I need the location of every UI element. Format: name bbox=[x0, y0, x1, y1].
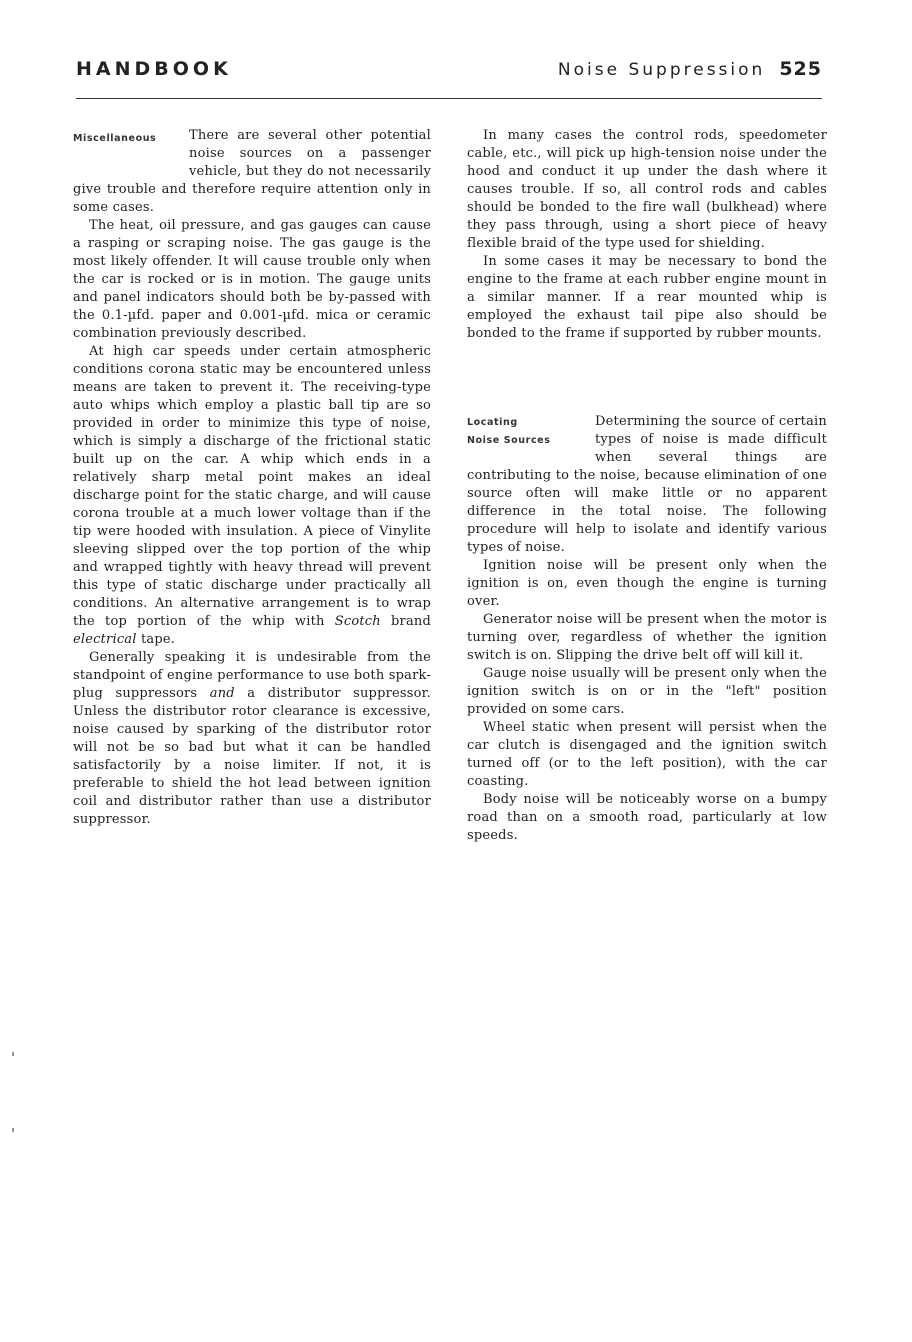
left-column bbox=[73, 127, 431, 829]
paragraph-text: Generally speaking it is undesirable from the standpoint of engine performance to use both spark-plug suppressors bbox=[73, 650, 431, 701]
italic-text: Scotch bbox=[334, 614, 381, 629]
paragraph: Generator noise will be present when the motor is turning over, regardless of whether the ignition switch is on. Slipping the drive belt off will kill it. bbox=[467, 612, 827, 663]
right-column bbox=[467, 127, 827, 845]
paragraph: In some cases it may be necessary to bond the engine to the frame at each rubber engine mount in a similar manner. If a rear mounted whip is employed the exhaust tail pipe also should be bonded to the frame if supported by rubber mounts. bbox=[467, 254, 827, 341]
locating-sidehead bbox=[467, 413, 595, 450]
italic-text: electrical bbox=[73, 632, 137, 647]
sidehead-line: Locating bbox=[467, 417, 518, 428]
paragraph: Determining the source of certain types of noise is made difficult when several things are contributing to the noise, because elimination of one source often will make little or no apparent difference in the total noise. The following procedure will help to isolate and identify various types of noise. bbox=[467, 414, 827, 555]
chapter-title: Noise Suppression bbox=[557, 60, 766, 80]
paragraph bbox=[73, 343, 431, 649]
paragraph-text: a distributor suppressor. Unless the distributor rotor clearance is excessive, noise caused by sparking of the distributor rotor will not be so bad but what it can be handled satisfactorily by a noise limiter. If not, it is preferable to shield the hot lead between ignition coil and distributor rather than use a distributor suppressor. bbox=[73, 686, 431, 827]
misc-sidehead: Miscellaneous bbox=[73, 133, 157, 144]
paragraph: Ignition noise will be present only when the ignition is on, even though the engine is turning over. bbox=[467, 558, 827, 609]
scan-speck bbox=[12, 1052, 14, 1056]
paragraph bbox=[73, 649, 431, 829]
paragraph: Wheel static when present will persist when the car clutch is disengaged and the ignition switch turned off (or to the left position), with the car coasting. bbox=[467, 720, 827, 789]
paragraph-text: At high car speeds under certain atmospheric conditions corona static may be encountered unless means are taken to prevent it. The receiving-type auto whips which employ a plastic ball tip are so provided in order to minimize this type of noise, which is simply a discharge of the frictional static built up on the car. A whip which ends in a relatively sharp metal point makes an ideal discharge point for the static charge, and will cause corona trouble at a much lower voltage than if the tip were hooded with insulation. A piece of Vinylite sleeving slipped over the top portion of the whip and wrapped tightly with heavy thread will prevent this type of static discharge under practically all conditions. An alternative arrangement is to wrap the top portion of the whip with bbox=[73, 344, 431, 629]
paragraph: There are several other potential noise sources on a passenger vehicle, but they do not necessarily give trouble and therefore require attention only in some cases. bbox=[73, 128, 431, 215]
running-head bbox=[558, 58, 822, 80]
book-title: HANDBOOK bbox=[76, 58, 232, 80]
sidehead-line: Noise Sources bbox=[467, 435, 551, 446]
header-rule bbox=[76, 98, 822, 99]
paragraph: Body noise will be noticeably worse on a bumpy road than on a smooth road, particularly at low speeds. bbox=[467, 792, 827, 843]
page-header bbox=[76, 58, 822, 88]
paragraph-text: tape. bbox=[136, 632, 176, 647]
paragraph-text: brand bbox=[380, 614, 431, 629]
italic-text: and bbox=[209, 686, 235, 701]
locating-section bbox=[467, 413, 827, 557]
paragraph: Gauge noise usually will be present only when the ignition switch is on or in the "left" position provided on some cars. bbox=[467, 666, 827, 717]
paragraph: The heat, oil pressure, and gas gauges can cause a rasping or scraping noise. The gas gauge is the most likely offender. It will cause trouble only when the car is rocked or is in motion. The gauge units and panel indicators should both be by-passed with the 0.1-µfd. paper and 0.001-µfd. mica or ceramic combination previously described. bbox=[73, 218, 431, 341]
page-number: 525 bbox=[779, 58, 822, 80]
paragraph: In many cases the control rods, speedometer cable, etc., will pick up high-tension noise under the hood and conduct it up under the dash where it causes trouble. If so, all control rods and cables should be bonded to the fire wall (bulkhead) where they pass through, using a short piece of heavy flexible braid of the type used for shielding. bbox=[467, 128, 827, 251]
scan-speck bbox=[12, 1128, 14, 1132]
